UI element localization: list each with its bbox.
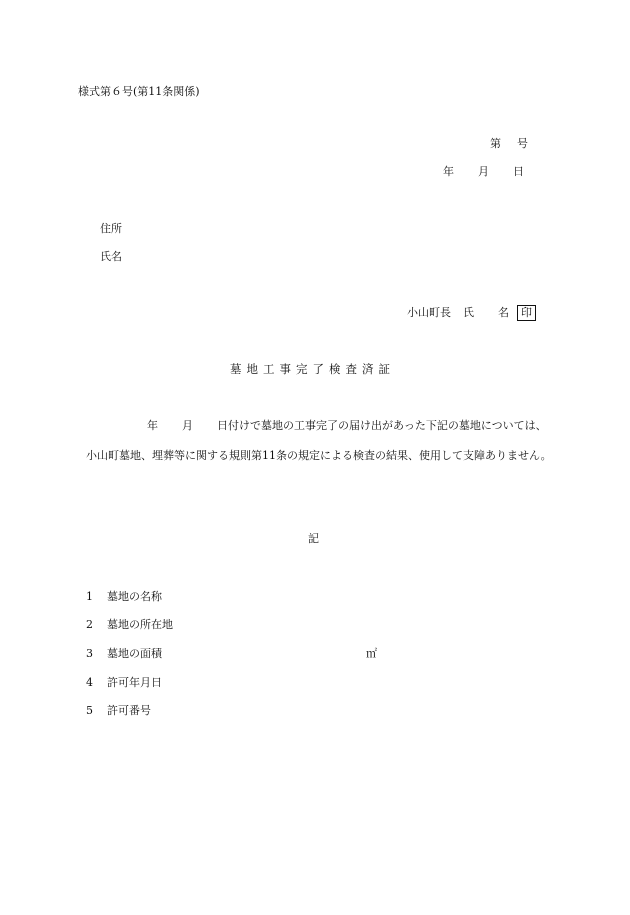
doc-number — [490, 136, 528, 152]
list-item — [86, 703, 151, 719]
body-month: 月 — [182, 419, 193, 432]
issuer-title: 小山町長 — [407, 306, 451, 319]
issuer-shi: 氏 — [463, 306, 474, 319]
item-number: 1 — [86, 590, 93, 603]
item-label: 許可番号 — [107, 704, 151, 717]
item-label: 墓地の所在地 — [107, 618, 173, 631]
list-item — [86, 589, 162, 605]
issuer-line — [407, 305, 536, 321]
area-unit: ㎡ — [366, 647, 377, 660]
item-label: 墓地の名称 — [107, 590, 162, 603]
issuer-mei: 名 — [498, 306, 509, 319]
name-label: 氏名 — [100, 250, 122, 263]
list-item — [86, 675, 162, 691]
date-line — [443, 164, 524, 180]
item-number: 4 — [86, 676, 93, 689]
body-year: 年 — [147, 419, 158, 432]
doc-number-dai: 第 — [490, 137, 501, 150]
item-number: 5 — [86, 704, 93, 717]
list-item — [86, 646, 162, 662]
document-title: 墓地工事完了検査済証 — [230, 362, 395, 376]
date-year: 年 — [443, 165, 454, 178]
address-label: 住所 — [100, 222, 122, 235]
date-day: 日 — [513, 165, 524, 178]
ki-heading: 記 — [308, 532, 319, 545]
date-month: 月 — [478, 165, 489, 178]
form-label: 様式第６号(第11条関係) — [78, 85, 200, 98]
item-label: 許可年月日 — [107, 676, 162, 689]
item-label: 墓地の面積 — [107, 647, 162, 660]
seal-mark: 印 — [517, 305, 536, 321]
body-text: 日付けで墓地の工事完了の届け出があった下記の墓地については、小山町墓地、埋葬等に関する規則第11条の規定による検査の結果、使用して支障ありません。 — [86, 419, 552, 462]
body-paragraph — [86, 411, 556, 471]
item-number: 3 — [86, 647, 93, 660]
item-number: 2 — [86, 618, 93, 631]
list-item — [86, 617, 173, 633]
doc-number-go: 号 — [517, 137, 528, 150]
